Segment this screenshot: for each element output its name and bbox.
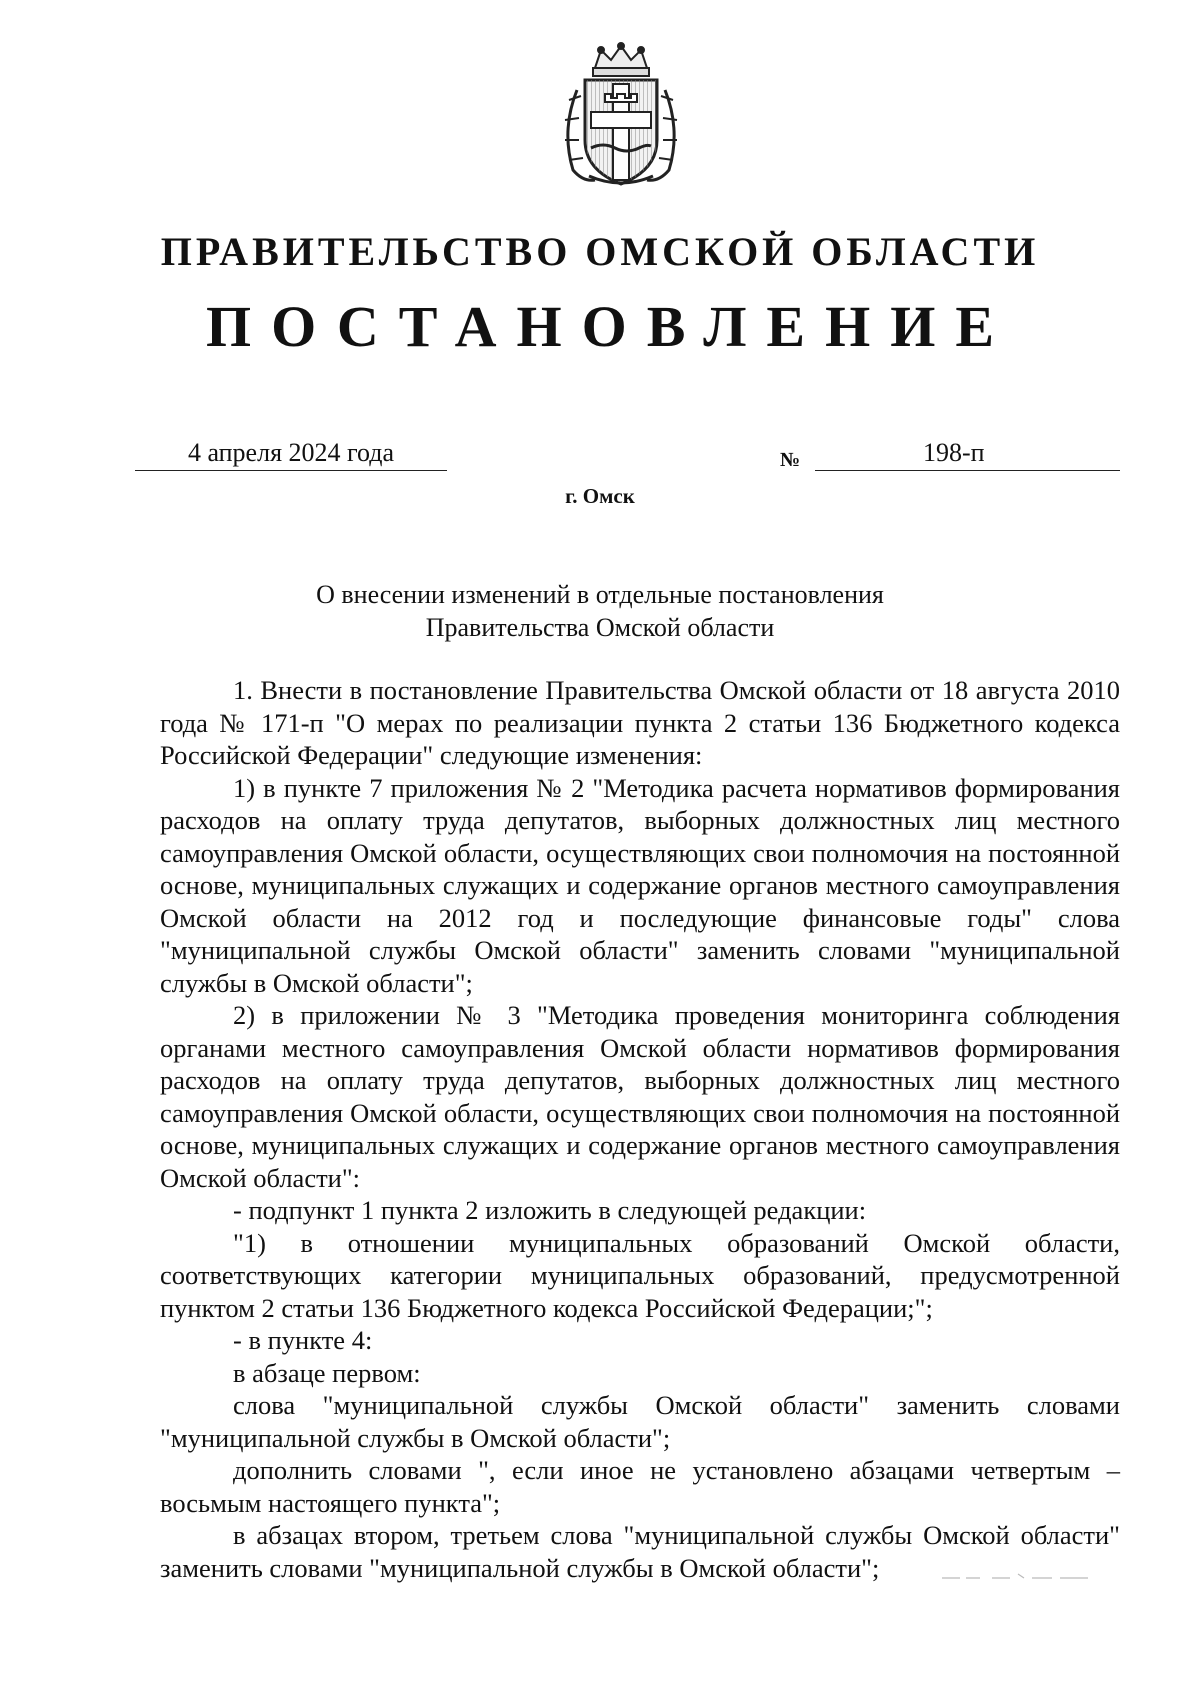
subject-line-1: О внесении изменений в отдельные постановления xyxy=(316,580,884,609)
body-paragraph: 1) в пункте 7 приложения № 2 "Методика расчета нормативов формирования расходов на оплату труда депутатов, выборных должностных лиц местного самоуправления Омской области, осуществляющих свои полномочия на постоянной основе, муниципальных служащих и содержание органов местного самоуправления Омской области на 2012 год и последующие финансовые годы" слова "муниципальной службы Омской области" заменить словами "муниципальной службы в Омской области"; xyxy=(160,772,1120,998)
body-paragraph: 2) в приложении № 3 "Методика проведения мониторинга соблюдения органами местного самоуправления Омской области нормативов формирования расходов на оплату труда депутатов, выборных должностных лиц местного самоуправления Омской области, осуществляющих свои полномочия на постоянной основе, муниципальных служащих и содержание органов местного самоуправления Омской области": xyxy=(160,1000,1120,1193)
number-sign: № xyxy=(780,449,801,471)
subject-line-2: Правительства Омской области xyxy=(425,613,775,642)
faint-mark xyxy=(940,1568,1090,1582)
document-type: ПОСТАНОВЛЕНИЕ xyxy=(205,294,1015,359)
document-number: 198-п xyxy=(923,438,985,467)
coat-of-arms-icon xyxy=(555,40,687,190)
document-subject xyxy=(0,578,1200,644)
government-title: ПРАВИТЕЛЬСТВО ОМСКОЙ ОБЛАСТИ xyxy=(160,229,1040,274)
body-paragraph: - в пункте 4: xyxy=(233,1325,373,1355)
body-paragraph: - подпункт 1 пункта 2 изложить в следующей редакции: xyxy=(233,1195,867,1225)
document-date: 4 апреля 2024 года xyxy=(135,436,447,471)
body-paragraph: в абзацах втором, третьем слова "муниципальной службы Омской области" заменить словами "муниципальной службы в Омской области"; xyxy=(160,1520,1120,1583)
body-paragraph: 1. Внести в постановление Правительства Омской области от 18 августа 2010 года № 171-п "О мерах по реализации пункта 2 статьи 136 Бюджетного кодекса Российской Федерации" следующие изменения: xyxy=(160,675,1120,770)
body-paragraph: дополнить словами ", если иное не установлено абзацами четвертым – восьмым настоящего пункта"; xyxy=(160,1455,1120,1518)
document-number-line xyxy=(815,436,1120,471)
body-paragraph: слова "муниципальной службы Омской области" заменить словами "муниципальной службы в Омской области"; xyxy=(160,1390,1120,1453)
document-body xyxy=(160,674,1120,1584)
body-paragraph: "1) в отношении муниципальных образований Омской области, соответствующих категории муниципальных образований, предусмотренной пунктом 2 статьи 136 Бюджетного кодекса Российской Федерации;"; xyxy=(160,1227,1120,1323)
document-city: г. Омск xyxy=(565,484,635,508)
body-paragraph: в абзаце первом: xyxy=(233,1357,421,1388)
